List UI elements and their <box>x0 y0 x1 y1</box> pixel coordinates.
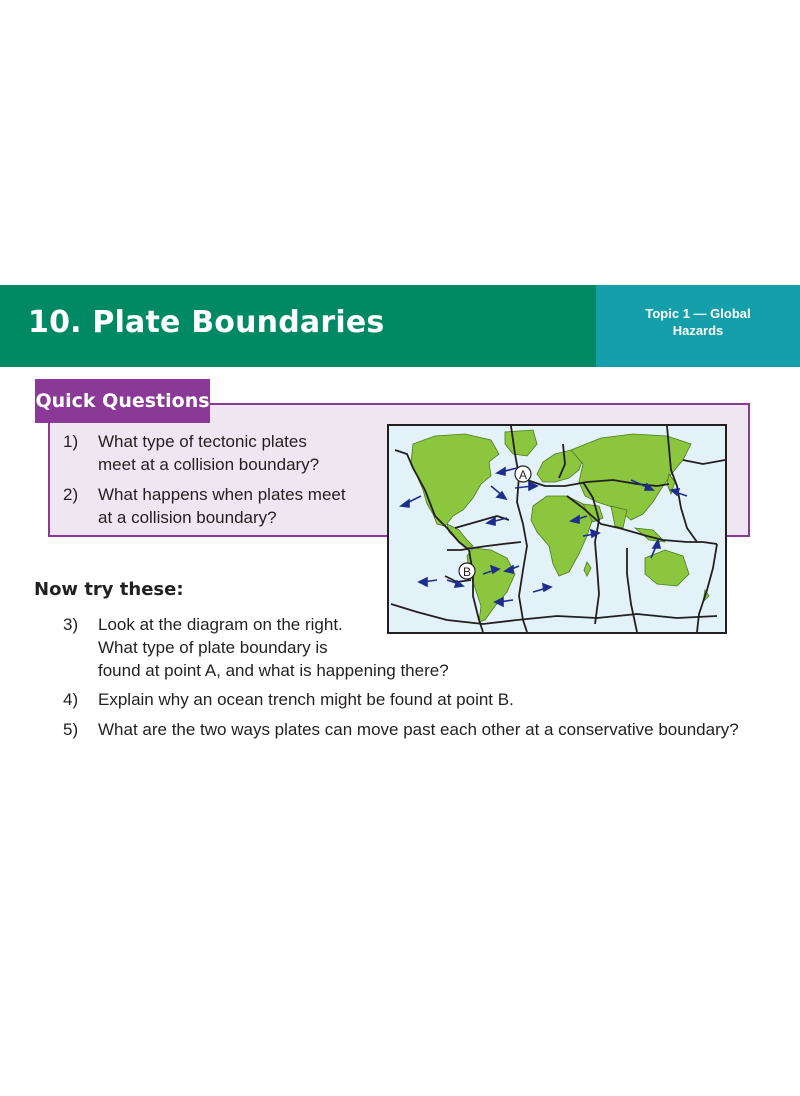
question-line: Explain why an ocean trench might be found at point B. <box>98 690 514 709</box>
question-line: meet at a collision boundary? <box>98 455 320 474</box>
question-line: What type of plate boundary is <box>98 638 328 657</box>
question-line: What happens when plates meet <box>98 485 346 504</box>
question-line: What type of tectonic plates <box>98 432 307 451</box>
point-a-marker <box>515 466 531 482</box>
question-2 <box>63 483 383 531</box>
topic-label: Topic 1 — Global Hazards <box>645 306 751 338</box>
question-1 <box>63 430 383 478</box>
question-number: 2) <box>63 485 79 504</box>
plate-boundary-map <box>387 424 727 634</box>
question-line: What are the two ways plates can move past each other at a conservative boundary? <box>98 720 739 739</box>
question-number: 1) <box>63 432 79 451</box>
topic-badge <box>596 285 800 367</box>
quick-questions-tab: Quick Questions <box>35 379 210 423</box>
point-a-label: A <box>518 468 528 482</box>
question-4 <box>63 688 763 712</box>
point-b-marker <box>459 563 475 579</box>
point-b-label: B <box>462 565 472 579</box>
question-line: at a collision boundary? <box>98 508 277 527</box>
question-line: found at point A, and what is happening there? <box>98 661 449 680</box>
question-5 <box>63 718 763 742</box>
world-map-diagram <box>387 424 727 634</box>
question-line: Look at the diagram on the right. <box>98 615 343 634</box>
question-number: 5) <box>63 720 79 739</box>
question-number: 4) <box>63 690 79 709</box>
page-title: 10. Plate Boundaries <box>28 305 385 340</box>
section-heading: Now try these: <box>34 579 184 600</box>
question-number: 3) <box>63 615 79 634</box>
